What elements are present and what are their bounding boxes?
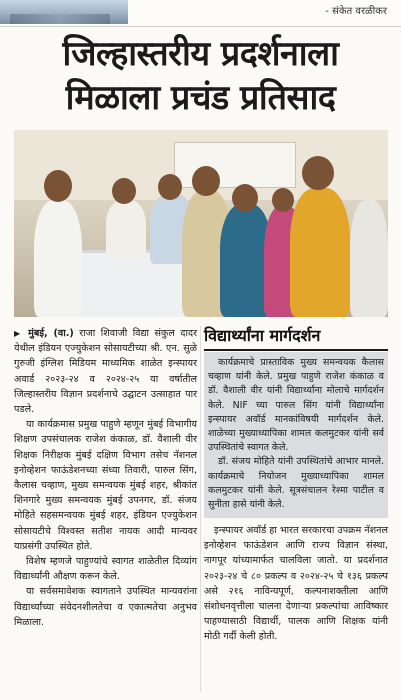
- article-paragraph: या कार्यक्रमास प्रमुख पाहुणे म्हणून मुंबई विभागीय शिक्षण उपसंचालक राजेश कंकाळ, डॉ. वैशाली वीर शिक्षक निरीक्षक मुंबई दक्षिण विभाग तसेच नॅशनल इनोव्हेशन फाऊंडेशनच्या संध्या तिवारी, पारुल सिंग, कैलास चव्हाण, मुख्य समन्वयक मुंबई शहर, श्रीकांत शिनगारे मुख्य समन्वयक मुंबई उपनगर, डॉ. संजय मोहिते सहसमन्वयक मुंबई शहर, इंडियन एज्युकेशन सोसायटीचे विश्वस्त सतीश नायक आदी मान्यवर याप्रसंगी उपस्थित होते.: [14, 419, 197, 552]
- right-article-column: [204, 523, 388, 645]
- photo-guest-figure: [106, 200, 146, 260]
- headline-line-2: मिळाला प्रचंड प्रतिसाद: [65, 78, 336, 118]
- top-divider: [0, 26, 401, 27]
- photo-head: [44, 170, 72, 202]
- photo-student-figure: [34, 200, 82, 317]
- column-divider: [200, 326, 201, 692]
- right-article-paragraph: इन्स्पायर अवॉर्ड हा भारत सरकारचा उपक्रम नॅशनल इनोव्हेशन फाऊंडेशन आणि राज्य विज्ञान संस्था, नागपूर यांच्यामार्फत चालविला जातो. या प्रदर्शनात २०२३-२४ चे ८० प्रकल्प व २०२४-२५ चे १३६ प्रकल्प असे २१६ नाविन्यपूर्ण, कल्पनाशक्तीला आणि संशोधनवृत्तीला चालना देणाऱ्या प्रकल्पांचा आविष्कार पाहण्यासाठी विद्यार्थी, पालक आणि शिक्षक यांनी मोठी गर्दी केली होती.: [204, 525, 388, 643]
- photo-head: [158, 174, 182, 200]
- photo-head: [192, 166, 220, 196]
- top-thumbnail-image: [0, 0, 128, 24]
- article-paragraph: या सर्वसमावेशक स्वागताने उपस्थित मान्यवरांना विद्यार्थ्यांच्या संवेदनशीलतेचा व एकात्मतेचा अनुभव मिळाला.: [14, 586, 197, 628]
- sidebar-box: [204, 352, 388, 518]
- photo-head: [232, 184, 258, 212]
- top-strip: [0, 0, 401, 28]
- triangle-bullet-icon: ▶: [14, 329, 23, 338]
- photo-head: [302, 156, 334, 190]
- headline-line-1: जिल्हास्तरीय प्रदर्शनाला: [62, 34, 339, 74]
- article-paragraph: [14, 326, 197, 417]
- photo-head: [112, 178, 136, 204]
- photo-guest-figure: [350, 200, 388, 317]
- sidebar-title-rule: [204, 349, 388, 351]
- news-photo: [14, 130, 388, 317]
- main-article-column: [14, 326, 197, 630]
- photo-guest-figure: [290, 188, 350, 317]
- photo-head: [272, 188, 294, 212]
- dateline: मुंबई, (वा.): [28, 328, 74, 339]
- sidebar-paragraph: कार्यक्रमाचे प्रास्ताविक मुख्य समन्वयक कैलास चव्हाण यांनी केले. प्रमुख पाहुणे राजेश कंकाळ व डॉ. वैशाली वीर यांनी विद्यार्थ्यांना मोलाचे मार्गदर्शन केले. NIF च्या पारुल सिंग यांनी विद्यार्थ्यांना इन्स्पायर अवॉर्ड मानकांविषयी मार्गदर्शन केले. शाळेच्या मुख्याध्यापिका शामल कलमुटकर यांनी सर्व उपस्थितांचे स्वागत केले.: [208, 357, 384, 454]
- sidebar-heading-block: [204, 326, 388, 349]
- headline: [0, 32, 401, 120]
- article-text: राजा शिवाजी विद्या संकुल दादर येथील इंडियन एज्युकेशन सोसायटीच्या श्री. एन. सुळे गुरुजी इंग्लिश मिडियम माध्यमिक शाळेत इन्स्पायर अवार्ड २०२३-२४ व २०२४-२५ या वर्षातील जिल्हास्तरीय विज्ञान प्रदर्शनाचे उद्घाटन उत्साहात पार पडले.: [14, 328, 197, 416]
- byline: - संकेत वरळीकर: [325, 6, 387, 17]
- article-paragraph: विशेष म्हणजे पाहुण्यांचे स्वागत शाळेतील दिव्यांग विद्यार्थ्यांनी औक्षण करून केले.: [14, 556, 197, 583]
- sidebar-title: विद्यार्थ्यांना मार्गदर्शन: [204, 326, 321, 345]
- sidebar-paragraph: डॉ. संजय मोहिते यांनी उपस्थितांचे आभार मानले. कार्यक्रमाचे नियोजन मुख्याध्यापिका शामल कलमुटकर यांनी केले. सूत्रसंचालन रेश्मा पाटील व सुनीता हासे यांनी केले.: [208, 456, 384, 511]
